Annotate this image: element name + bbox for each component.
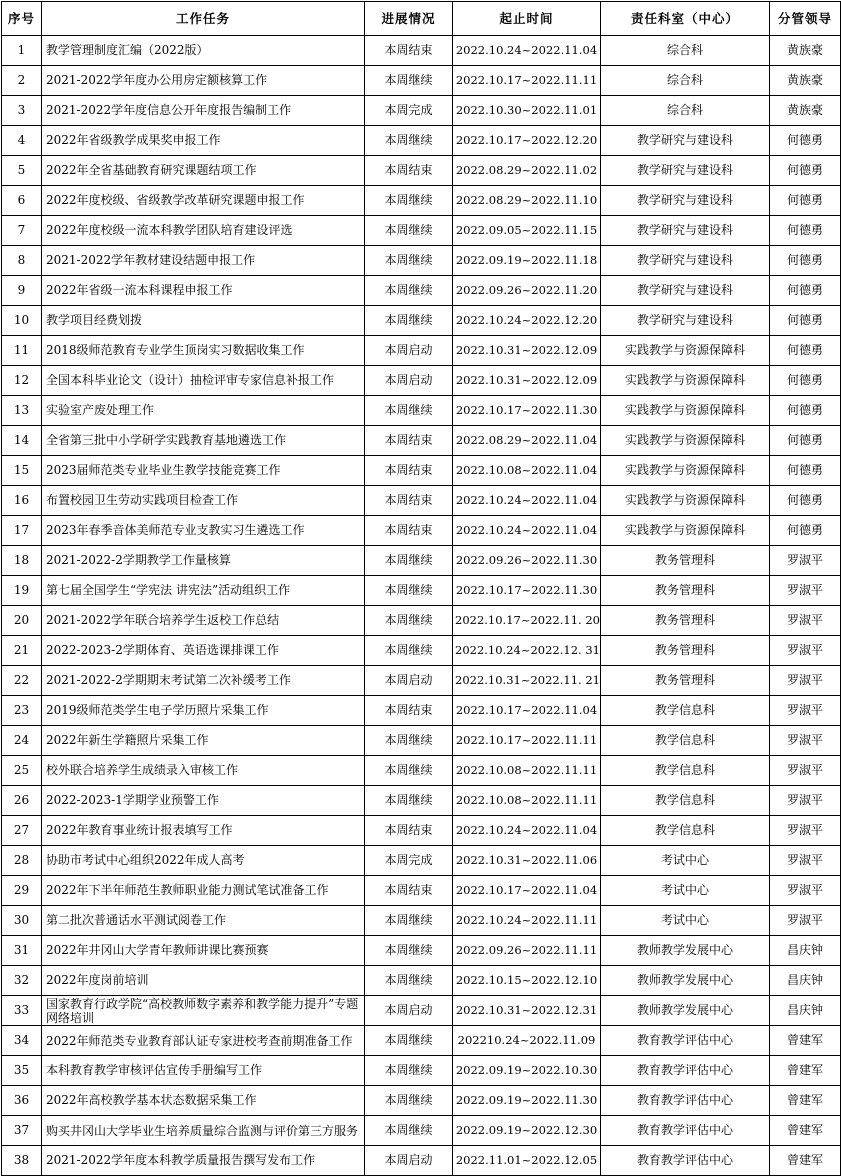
row-status: 本周继续: [365, 396, 453, 426]
row-status: 本周继续: [365, 1056, 453, 1086]
row-dept: 教务管理科: [601, 576, 770, 606]
row-status: 本周完成: [365, 846, 453, 876]
row-task: 实验室产废处理工作: [42, 396, 365, 426]
row-leader: 罗淑平: [770, 576, 841, 606]
row-leader: 何德勇: [770, 426, 841, 456]
row-dept: 教务管理科: [601, 606, 770, 636]
table-row: [2, 96, 841, 126]
row-leader: 罗淑平: [770, 906, 841, 936]
row-number: 19: [2, 576, 42, 606]
row-number: 22: [2, 666, 42, 696]
row-leader: 曾建军: [770, 1146, 841, 1176]
row-number: 34: [2, 1026, 42, 1056]
row-dept: 教育教学评估中心: [601, 1026, 770, 1056]
row-status: 本周完成: [365, 96, 453, 126]
row-task: 2022年教育事业统计报表填写工作: [42, 816, 365, 846]
row-task: 2021-2022学年度信息公开年度报告编制工作: [42, 96, 365, 126]
row-dept: 教务管理科: [601, 546, 770, 576]
row-dept: 综合科: [601, 96, 770, 126]
row-task: 2022年下半年师范生教师职业能力测试笔试准备工作: [42, 876, 365, 906]
row-number: 9: [2, 276, 42, 306]
header-status: 进展情况: [365, 2, 453, 36]
row-task: 2022年省级一流本科课程申报工作: [42, 276, 365, 306]
row-task: 校外联合培养学生成绩录入审核工作: [42, 756, 365, 786]
row-dept: 实践教学与资源保障科: [601, 456, 770, 486]
table-row: [2, 696, 841, 726]
row-period: 2022.10.17~2022.11.30: [453, 396, 601, 426]
row-period: 2022.10.31~2022.11. 21: [453, 666, 601, 696]
row-leader: 黄族豪: [770, 66, 841, 96]
row-dept: 教学研究与建设科: [601, 156, 770, 186]
row-dept: 教师教学发展中心: [601, 966, 770, 996]
row-period: 2022.10.17~2022.11.04: [453, 696, 601, 726]
row-number: 21: [2, 636, 42, 666]
row-task: 教学管理制度汇编（2022版）: [42, 36, 365, 66]
row-dept: 实践教学与资源保障科: [601, 366, 770, 396]
row-task: 2018级师范教育专业学生顶岗实习数据收集工作: [42, 336, 365, 366]
row-task: 本科教育教学审核评估宣传手册编写工作: [42, 1056, 365, 1086]
row-dept: 教学信息科: [601, 816, 770, 846]
row-period: 2022.10.08~2022.11.11: [453, 756, 601, 786]
row-status: 本周继续: [365, 186, 453, 216]
row-task: 2019级师范类学生电子学历照片采集工作: [42, 696, 365, 726]
row-period: 2022.10.17~2022.11. 20: [453, 606, 601, 636]
row-leader: 黄族豪: [770, 96, 841, 126]
row-leader: 昌庆钟: [770, 966, 841, 996]
row-number: 29: [2, 876, 42, 906]
table-row: [2, 1116, 841, 1146]
row-dept: 综合科: [601, 66, 770, 96]
row-dept: 教学研究与建设科: [601, 276, 770, 306]
table-row: [2, 816, 841, 846]
row-leader: 昌庆钟: [770, 936, 841, 966]
table-row: [2, 336, 841, 366]
table-row: [2, 276, 841, 306]
row-period: 2022.09.26~2022.11.20: [453, 276, 601, 306]
row-status: 本周结束: [365, 156, 453, 186]
row-leader: 何德勇: [770, 396, 841, 426]
table-row: [2, 636, 841, 666]
row-leader: 罗淑平: [770, 636, 841, 666]
table-row: [2, 546, 841, 576]
row-number: 17: [2, 516, 42, 546]
row-number: 23: [2, 696, 42, 726]
header-period: 起止时间: [453, 2, 601, 36]
row-status: 本周继续: [365, 756, 453, 786]
table-row: [2, 756, 841, 786]
row-leader: 何德勇: [770, 486, 841, 516]
row-leader: 何德勇: [770, 306, 841, 336]
table-row: [2, 366, 841, 396]
row-task: 2022年高校教学基本状态数据采集工作: [42, 1086, 365, 1116]
row-number: 37: [2, 1116, 42, 1146]
row-status: 本周启动: [365, 336, 453, 366]
row-task: 2022年全省基础教育研究课题结项工作: [42, 156, 365, 186]
row-period: 2022.09.19~2022.11.30: [453, 1086, 601, 1116]
row-number: 25: [2, 756, 42, 786]
row-status: 本周继续: [365, 1086, 453, 1116]
row-leader: 何德勇: [770, 366, 841, 396]
row-dept: 实践教学与资源保障科: [601, 426, 770, 456]
table-row: [2, 246, 841, 276]
row-dept: 实践教学与资源保障科: [601, 486, 770, 516]
row-task: 购买井冈山大学毕业生培养质量综合监测与评价第三方服务: [42, 1116, 365, 1146]
row-number: 14: [2, 426, 42, 456]
row-status: 本周继续: [365, 726, 453, 756]
row-number: 5: [2, 156, 42, 186]
row-leader: 何德勇: [770, 216, 841, 246]
row-period: 2022.08.29~2022.11.10: [453, 186, 601, 216]
table-row: [2, 966, 841, 996]
row-leader: 曾建军: [770, 1086, 841, 1116]
table-row: [2, 456, 841, 486]
row-leader: 何德勇: [770, 456, 841, 486]
table-row: [2, 606, 841, 636]
row-leader: 曾建军: [770, 1116, 841, 1146]
table-row: [2, 1026, 841, 1056]
row-period: 2022.10.24~2022.12.20: [453, 306, 601, 336]
row-leader: 何德勇: [770, 336, 841, 366]
row-number: 27: [2, 816, 42, 846]
table-row: [2, 426, 841, 456]
row-period: 2022.10.31~2022.12.09: [453, 366, 601, 396]
row-leader: 黄族豪: [770, 36, 841, 66]
row-status: 本周继续: [365, 606, 453, 636]
row-period: 2022.10.08~2022.11.11: [453, 786, 601, 816]
header-leader: 分管领导: [770, 2, 841, 36]
row-status: 本周结束: [365, 486, 453, 516]
row-task: 2021-2022-2学期教学工作量核算: [42, 546, 365, 576]
row-period: 2022.11.01~2022.12.05: [453, 1146, 601, 1176]
row-status: 本周继续: [365, 1026, 453, 1056]
table-row: [2, 126, 841, 156]
row-number: 12: [2, 366, 42, 396]
row-number: 28: [2, 846, 42, 876]
row-period: 2022.10.30~2022.11.01: [453, 96, 601, 126]
table-row: [2, 156, 841, 186]
row-task: 2022年井冈山大学青年教师讲课比赛预赛: [42, 936, 365, 966]
table-row: [2, 516, 841, 546]
row-leader: 罗淑平: [770, 756, 841, 786]
row-leader: 何德勇: [770, 276, 841, 306]
row-dept: 实践教学与资源保障科: [601, 396, 770, 426]
row-task: 2021-2022-2学期期末考试第二次补缓考工作: [42, 666, 365, 696]
row-task: 协助市考试中心组织2022年成人高考: [42, 846, 365, 876]
row-status: 本周结束: [365, 456, 453, 486]
row-number: 2: [2, 66, 42, 96]
row-task: 教学项目经费划拨: [42, 306, 365, 336]
row-number: 1: [2, 36, 42, 66]
row-status: 本周继续: [365, 246, 453, 276]
table-row: [2, 786, 841, 816]
row-number: 13: [2, 396, 42, 426]
row-number: 11: [2, 336, 42, 366]
row-leader: 昌庆钟: [770, 996, 841, 1026]
row-status: 本周继续: [365, 636, 453, 666]
header-row: [2, 2, 841, 36]
row-dept: 教学研究与建设科: [601, 216, 770, 246]
row-number: 15: [2, 456, 42, 486]
row-period: 2022.10.31~2022.12.09: [453, 336, 601, 366]
row-number: 30: [2, 906, 42, 936]
row-leader: 何德勇: [770, 516, 841, 546]
row-status: 本周继续: [365, 216, 453, 246]
row-period: 2022.10.17~2022.11.11: [453, 726, 601, 756]
row-status: 本周继续: [365, 126, 453, 156]
row-period: 2022.09.19~2022.11.18: [453, 246, 601, 276]
row-dept: 教学研究与建设科: [601, 126, 770, 156]
row-task: 全国本科毕业论文（设计）抽检评审专家信息补报工作: [42, 366, 365, 396]
row-leader: 罗淑平: [770, 726, 841, 756]
row-status: 本周结束: [365, 696, 453, 726]
row-number: 3: [2, 96, 42, 126]
row-task: 国家教育行政学院“高校教师数字素养和教学能力提升”专题网络培训: [42, 996, 365, 1026]
row-status: 本周启动: [365, 996, 453, 1026]
row-period: 2022.09.26~2022.11.11: [453, 936, 601, 966]
row-period: 2022.10.31~2022.11.06: [453, 846, 601, 876]
row-dept: 教学信息科: [601, 726, 770, 756]
row-status: 本周继续: [365, 1116, 453, 1146]
row-number: 35: [2, 1056, 42, 1086]
row-status: 本周启动: [365, 366, 453, 396]
row-period: 2022.10.31~2022.12.31: [453, 996, 601, 1026]
table-row: [2, 1086, 841, 1116]
row-leader: 何德勇: [770, 126, 841, 156]
row-dept: 教学信息科: [601, 756, 770, 786]
row-period: 2022.09.26~2022.11.30: [453, 546, 601, 576]
row-dept: 教务管理科: [601, 666, 770, 696]
row-status: 本周结束: [365, 36, 453, 66]
row-period: 2022.10.24~2022.11.04: [453, 816, 601, 846]
row-status: 本周结束: [365, 876, 453, 906]
row-task: 第七届全国学生“学宪法 讲宪法”活动组织工作: [42, 576, 365, 606]
row-leader: 何德勇: [770, 186, 841, 216]
row-period: 2022.10.17~2022.11.30: [453, 576, 601, 606]
row-status: 本周继续: [365, 546, 453, 576]
header-no: 序号: [2, 2, 42, 36]
row-number: 8: [2, 246, 42, 276]
row-period: 2022.09.05~2022.11.15: [453, 216, 601, 246]
row-leader: 曾建军: [770, 1056, 841, 1086]
row-status: 本周继续: [365, 966, 453, 996]
row-task: 2022年省级教学成果奖申报工作: [42, 126, 365, 156]
row-task: 全省第三批中小学研学实践教育基地遴选工作: [42, 426, 365, 456]
row-task: 2021-2022学年度办公用房定额核算工作: [42, 66, 365, 96]
row-dept: 考试中心: [601, 906, 770, 936]
row-number: 36: [2, 1086, 42, 1116]
table-row: [2, 396, 841, 426]
row-period: 2022.10.24~2022.11.11: [453, 906, 601, 936]
row-task: 第二批次普通话水平测试阅卷工作: [42, 906, 365, 936]
row-period: 2022.08.29~2022.11.02: [453, 156, 601, 186]
row-number: 4: [2, 126, 42, 156]
row-dept: 教学研究与建设科: [601, 306, 770, 336]
row-dept: 教学研究与建设科: [601, 246, 770, 276]
row-dept: 综合科: [601, 36, 770, 66]
row-status: 本周继续: [365, 66, 453, 96]
row-dept: 教师教学发展中心: [601, 936, 770, 966]
row-leader: 罗淑平: [770, 546, 841, 576]
table-row: [2, 36, 841, 66]
row-task: 2022-2023-2学期体育、英语选课排课工作: [42, 636, 365, 666]
row-dept: 教育教学评估中心: [601, 1146, 770, 1176]
row-status: 本周结束: [365, 516, 453, 546]
row-dept: 教育教学评估中心: [601, 1086, 770, 1116]
row-period: 2022.10.24~2022.11.04: [453, 486, 601, 516]
row-task: 2022-2023-1学期学业预警工作: [42, 786, 365, 816]
table-row: [2, 486, 841, 516]
row-status: 本周继续: [365, 786, 453, 816]
row-period: 2022.10.17~2022.11.04: [453, 876, 601, 906]
row-dept: 实践教学与资源保障科: [601, 336, 770, 366]
row-number: 31: [2, 936, 42, 966]
row-dept: 教务管理科: [601, 636, 770, 666]
row-dept: 教育教学评估中心: [601, 1116, 770, 1146]
row-leader: 罗淑平: [770, 846, 841, 876]
row-number: 26: [2, 786, 42, 816]
header-dept: 责任科室（中心）: [601, 2, 770, 36]
row-dept: 教育教学评估中心: [601, 1056, 770, 1086]
row-period: 2022.10.24~2022.11.04: [453, 36, 601, 66]
row-period: 2022.09.19~2022.10.30: [453, 1056, 601, 1086]
row-status: 本周继续: [365, 936, 453, 966]
table-body: [2, 36, 841, 1176]
table-row: [2, 726, 841, 756]
row-leader: 何德勇: [770, 156, 841, 186]
row-period: 202210.24~2022.11.09: [453, 1026, 601, 1056]
row-period: 2022.10.24~2022.12. 31: [453, 636, 601, 666]
row-number: 6: [2, 186, 42, 216]
row-task: 2022年新生学籍照片采集工作: [42, 726, 365, 756]
row-dept: 教学研究与建设科: [601, 186, 770, 216]
row-number: 20: [2, 606, 42, 636]
row-status: 本周结束: [365, 426, 453, 456]
row-leader: 罗淑平: [770, 816, 841, 846]
row-dept: 教师教学发展中心: [601, 996, 770, 1026]
row-task: 2022年度岗前培训: [42, 966, 365, 996]
row-dept: 教学信息科: [601, 786, 770, 816]
table-row: [2, 846, 841, 876]
row-period: 2022.09.19~2022.12.30: [453, 1116, 601, 1146]
header-task: 工作任务: [42, 2, 365, 36]
row-number: 24: [2, 726, 42, 756]
table-row: [2, 66, 841, 96]
row-dept: 实践教学与资源保障科: [601, 516, 770, 546]
row-leader: 罗淑平: [770, 876, 841, 906]
row-leader: 罗淑平: [770, 666, 841, 696]
row-leader: 曾建军: [770, 1026, 841, 1056]
row-task: 2022年度校级一流本科教学团队培育建设评选: [42, 216, 365, 246]
row-task: 2023年春季音体美师范专业支教实习生遴选工作: [42, 516, 365, 546]
row-leader: 罗淑平: [770, 696, 841, 726]
row-number: 33: [2, 996, 42, 1026]
row-leader: 罗淑平: [770, 606, 841, 636]
table-row: [2, 216, 841, 246]
row-dept: 教学信息科: [601, 696, 770, 726]
row-period: 2022.10.17~2022.12.20: [453, 126, 601, 156]
row-status: 本周继续: [365, 306, 453, 336]
table-header: [2, 2, 841, 36]
row-number: 7: [2, 216, 42, 246]
table-row: [2, 666, 841, 696]
row-task: 2021-2022学年度本科教学质量报告撰写发布工作: [42, 1146, 365, 1176]
row-period: 2022.10.17~2022.11.11: [453, 66, 601, 96]
row-leader: 罗淑平: [770, 786, 841, 816]
table-row: [2, 996, 841, 1026]
row-status: 本周结束: [365, 816, 453, 846]
row-leader: 何德勇: [770, 246, 841, 276]
row-period: 2022.10.24~2022.11.04: [453, 516, 601, 546]
row-status: 本周启动: [365, 1146, 453, 1176]
table-row: [2, 876, 841, 906]
table-row: [2, 906, 841, 936]
row-task: 2022年师范类专业教育部认证专家进校考查前期准备工作: [42, 1026, 365, 1056]
row-dept: 考试中心: [601, 846, 770, 876]
row-task: 2023届师范类专业毕业生教学技能竞赛工作: [42, 456, 365, 486]
row-task: 2021-2022学年教材建设结题申报工作: [42, 246, 365, 276]
row-number: 38: [2, 1146, 42, 1176]
row-task: 布置校园卫生劳动实践项目检查工作: [42, 486, 365, 516]
row-number: 32: [2, 966, 42, 996]
row-number: 16: [2, 486, 42, 516]
row-status: 本周启动: [365, 666, 453, 696]
row-status: 本周继续: [365, 906, 453, 936]
table-row: [2, 1146, 841, 1176]
row-status: 本周继续: [365, 276, 453, 306]
row-period: 2022.08.29~2022.11.04: [453, 426, 601, 456]
row-task: 2021-2022学年联合培养学生返校工作总结: [42, 606, 365, 636]
row-task: 2022年度校级、省级教学改革研究课题申报工作: [42, 186, 365, 216]
table-row: [2, 576, 841, 606]
table-row: [2, 306, 841, 336]
row-number: 18: [2, 546, 42, 576]
row-period: 2022.10.15~2022.12.10: [453, 966, 601, 996]
table-row: [2, 936, 841, 966]
row-dept: 考试中心: [601, 876, 770, 906]
row-number: 10: [2, 306, 42, 336]
table-row: [2, 186, 841, 216]
work-task-table: [1, 1, 841, 1176]
table-row: [2, 1056, 841, 1086]
row-status: 本周继续: [365, 576, 453, 606]
row-period: 2022.10.08~2022.11.04: [453, 456, 601, 486]
